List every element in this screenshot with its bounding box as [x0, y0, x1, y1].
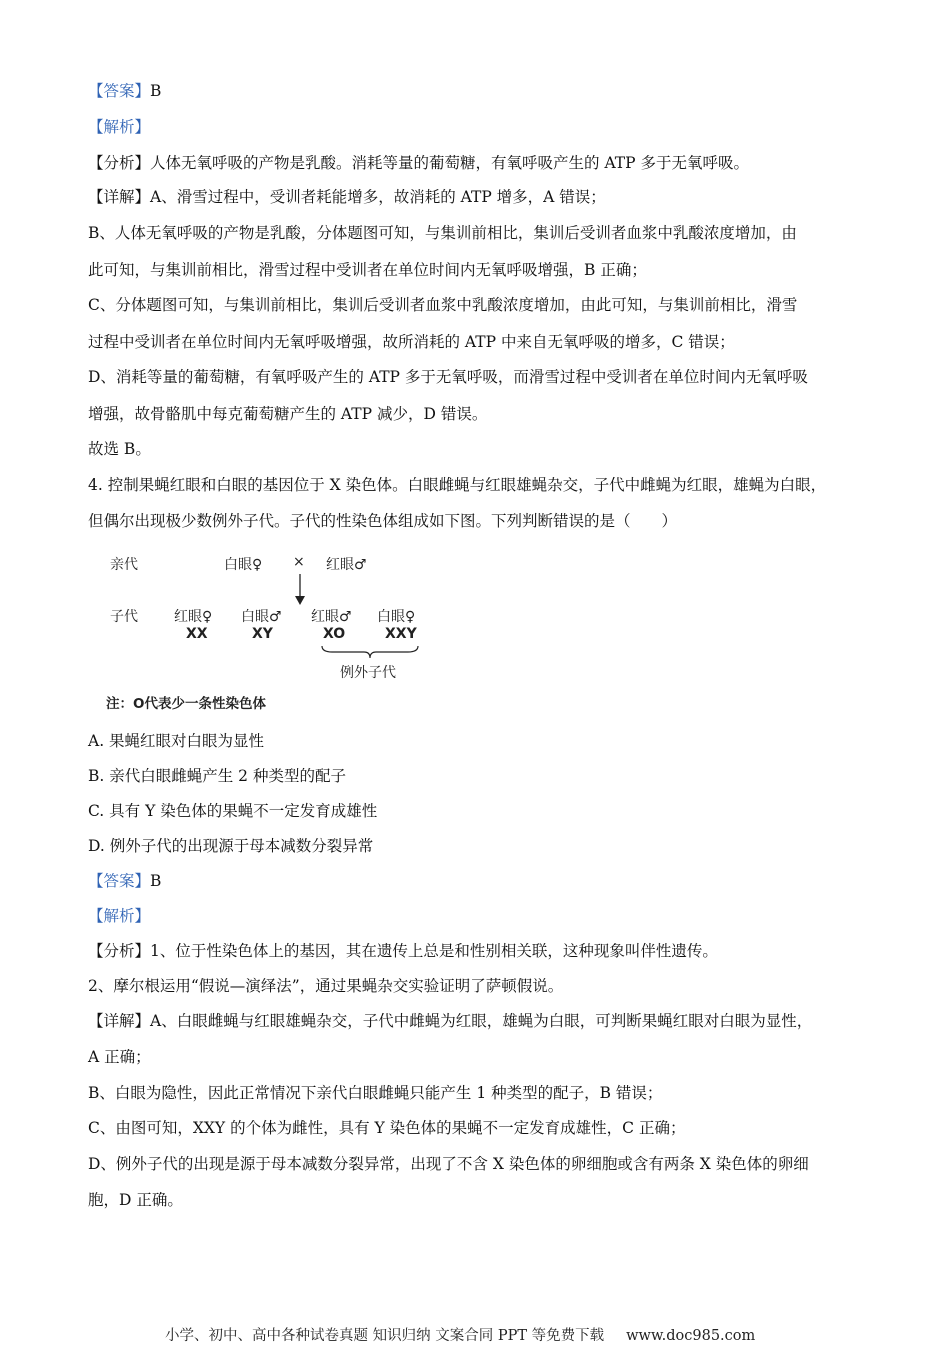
xiangjie-line-2	[88, 1011, 812, 1031]
explain-b-2: 此可知，与集训前相比，滑雪过程中受训者在单位时间内无氧呼吸增强，B 正确；	[88, 261, 647, 279]
explain2-b: B、白眼为隐性，因此正常情况下亲代白眼雌蝇只能产生 1 种类型的配子，B 错误；	[88, 1084, 663, 1102]
analysis-tag: 【解析】	[88, 118, 151, 136]
option-d: D. 例外子代的出现源于母本减数分裂异常	[88, 837, 374, 855]
explain-d-2: 增强，故骨骼肌中每克葡萄糖产生的 ATP 减少，D 错误。	[88, 405, 488, 423]
answer-value: B	[150, 82, 162, 100]
explain-b-1: B、人体无氧呼吸的产物是乳酸，分体题图可知，与集训前相比，集训后受训者血浆中乳酸浓度增加，由	[88, 224, 797, 242]
question-4-line-1: 4. 控制果蝇红眼和白眼的基因位于 X 染色体。白眼雌蝇与红眼雄蝇杂交，子代中雌蝇为红眼，雄蝇为白眼，	[88, 476, 827, 494]
offspring-2-genotype: XY	[252, 626, 273, 642]
diagram-note: 注：O代表少一条性染色体	[106, 696, 266, 712]
question-4-line-2: 但偶尔出现极少数例外子代。子代的性染色体组成如下图。下列判断错误的是（ ）	[88, 512, 678, 530]
analysis-tag-2: 【解析】	[88, 907, 151, 925]
fenxi-tag-2: 【分析】	[88, 942, 151, 960]
answer-tag: 【答案】	[88, 82, 151, 100]
fenxi-line-2	[88, 941, 718, 961]
cross-arrow	[290, 572, 310, 606]
answer-value-2: B	[150, 872, 162, 890]
cross-diagram	[100, 548, 440, 713]
exception-brace	[320, 644, 420, 662]
exception-label: 例外子代	[340, 665, 396, 681]
explain2-a-2: A 正确；	[88, 1048, 151, 1066]
xiangjie-tag: 【详解】	[88, 188, 151, 206]
footer-text: 小学、初中、高中各种试卷真题 知识归纳 文案合同 PPT 等免费下载	[165, 1328, 605, 1344]
explain2-d-1: D、例外子代的出现是源于母本减数分裂异常，出现了不含 X 染色体的卵细胞或含有两条 X 染色体的卵细	[88, 1155, 809, 1173]
offspring-4-phenotype: 白眼♀	[377, 609, 416, 625]
offspring-3-genotype: XO	[323, 626, 346, 642]
parent-male: 红眼♂	[326, 557, 367, 573]
answer-tag-2: 【答案】	[88, 872, 151, 890]
explain2-d-2: 胞，D 正确。	[88, 1191, 183, 1209]
footer	[165, 1324, 755, 1345]
fenxi-text: 人体无氧呼吸的产物是乳酸。消耗等量的葡萄糖，有氧呼吸产生的 ATP 多于无氧呼吸。	[150, 154, 749, 172]
option-a: A. 果蝇红眼对白眼为显性	[88, 732, 265, 750]
xiangjie-line	[88, 187, 606, 207]
explain-c-1: C、分体题图可知，与集训前相比，集训后受训者血浆中乳酸浓度增加，由此可知，与集训前相比，滑雪	[88, 296, 798, 314]
xiangjie-a-2: A、白眼雌蝇与红眼雄蝇杂交，子代中雌蝇为红眼，雄蝇为白眼，可判断果蝇红眼对白眼为显性，	[150, 1012, 813, 1030]
cross-symbol: ×	[293, 554, 305, 570]
option-c: C. 具有 Y 染色体的果蝇不一定发育成雄性	[88, 802, 378, 820]
offspring-2-phenotype: 白眼♂	[241, 609, 282, 625]
offspring-4-genotype: XXY	[385, 626, 417, 642]
fenxi-line	[88, 153, 749, 173]
offspring-3-phenotype: 红眼♂	[311, 609, 352, 625]
offspring-label: 子代	[110, 609, 138, 625]
answer-line	[88, 81, 161, 101]
option-b: B. 亲代白眼雌蝇产生 2 种类型的配子	[88, 767, 346, 785]
fenxi-tag: 【分析】	[88, 154, 151, 172]
conclusion: 故选 B。	[88, 440, 151, 458]
xiangjie-tag-2: 【详解】	[88, 1012, 151, 1030]
answer-line-2	[88, 871, 161, 891]
parent-female: 白眼♀	[224, 557, 263, 573]
xiangjie-a: A、滑雪过程中，受训者耗能增多，故消耗的 ATP 增多，A 错误；	[150, 188, 606, 206]
offspring-1-genotype: XX	[186, 626, 208, 642]
explain2-c: C、由图可知，XXY 的个体为雌性，具有 Y 染色体的果蝇不一定发育成雄性，C 正确；	[88, 1119, 686, 1137]
offspring-1-phenotype: 红眼♀	[174, 609, 213, 625]
parent-label: 亲代	[110, 557, 138, 573]
explain-d-1: D、消耗等量的葡萄糖，有氧呼吸产生的 ATP 多于无氧呼吸，而滑雪过程中受训者在单位时间内无氧呼吸	[88, 368, 808, 386]
explain-c-2: 过程中受训者在单位时间内无氧呼吸增强，故所消耗的 ATP 中来自无氧呼吸的增多，C 错误；	[88, 333, 735, 351]
fenxi-point-2: 2、摩尔根运用“假说—演绎法”，通过果蝇杂交实验证明了萨顿假说。	[88, 977, 564, 995]
footer-url[interactable]: www.doc985.com	[626, 1328, 756, 1344]
fenxi-text-2: 1、位于性染色体上的基因，其在遗传上总是和性别相关联，这种现象叫伴性遗传。	[150, 942, 718, 960]
